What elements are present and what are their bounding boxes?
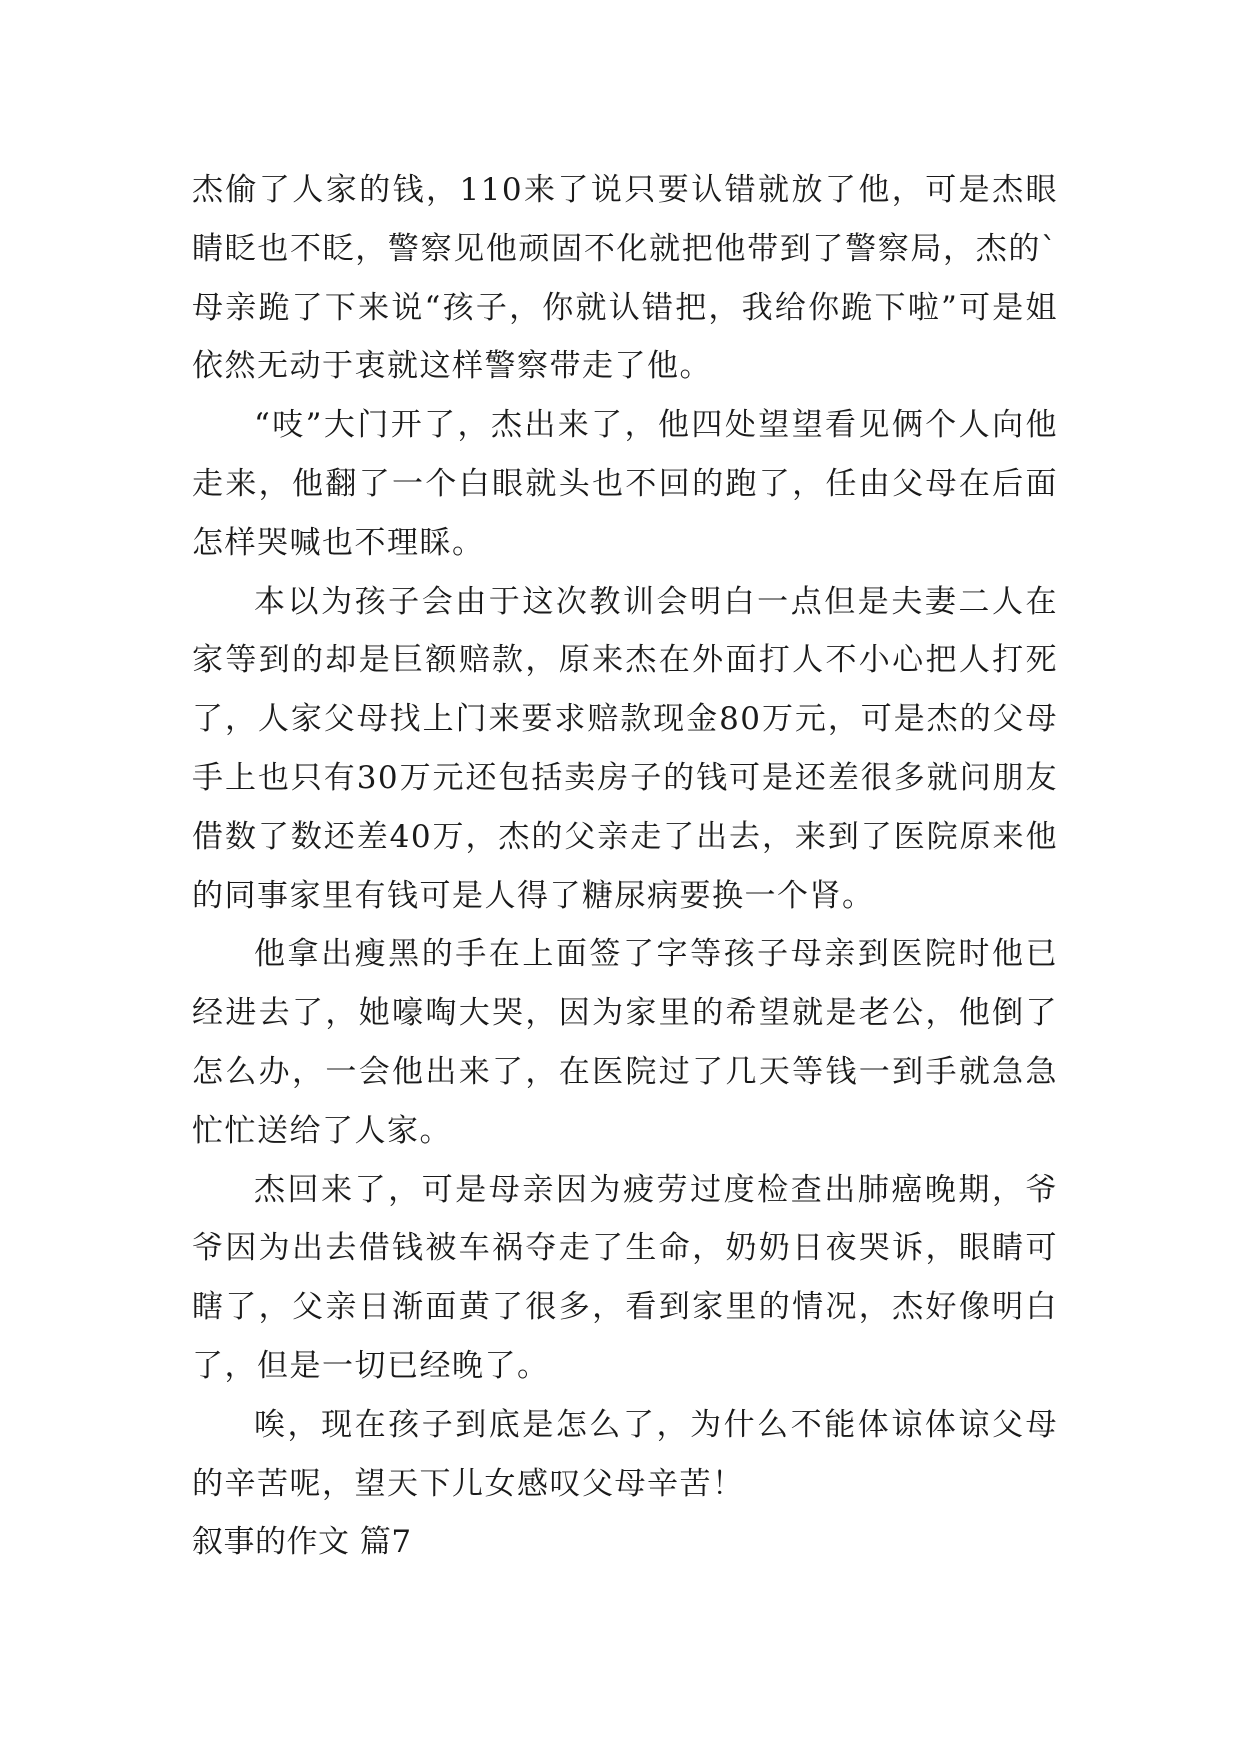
essay-paragraph: 杰回来了，可是母亲因为疲劳过度检查出肺癌晚期，爷爷因为出去借钱被车祸夺走了生命，奶奶日夜哭诉，眼睛可瞎了，父亲日渐面黄了很多，看到家里的情况，杰好像明白了，但是一切已经晚了。 [192,1171,1058,1384]
essay-body [192,161,1058,1572]
essay-paragraph: 本以为孩子会由于这次教训会明白一点但是夫妻二人在家等到的却是巨额赔款，原来杰在外面打人不小心把人打死了，人家父母找上门来要求赔款现金80万元，可是杰的父母手上也只有30万元还包括卖房子的钱可是还差很多就问朋友借数了数还差40万，杰的父亲走了出去，来到了医院原来他的同事家里有钱可是人得了糖尿病要换一个肾。 [192,583,1058,914]
essay-paragraph: 唉，现在孩子到底是怎么了，为什么不能体谅体谅父母的辛苦呢，望天下儿女感叹父母辛苦！ [192,1406,1058,1502]
section-heading: 叙事的作文 篇7 [192,1524,412,1561]
essay-paragraph: “吱”大门开了，杰出来了，他四处望望看见俩个人向他走来，他翻了一个白眼就头也不回的跑了，任由父母在后面怎样哭喊也不理睬。 [192,407,1058,561]
essay-paragraph: 他拿出瘦黑的手在上面签了字等孩子母亲到医院时他已经进去了，她嚎啕大哭，因为家里的希望就是老公，他倒了怎么办，一会他出来了，在医院过了几天等钱一到手就急急忙忙送给了人家。 [192,936,1058,1149]
essay-paragraph: 杰偷了人家的钱，110来了说只要认错就放了他，可是杰眼睛眨也不眨，警察见他顽固不化就把他带到了警察局，杰的`母亲跪了下来说“孩子，你就认错把，我给你跪下啦”可是姐依然无动于衷就这样警察带走了他。 [192,172,1058,385]
